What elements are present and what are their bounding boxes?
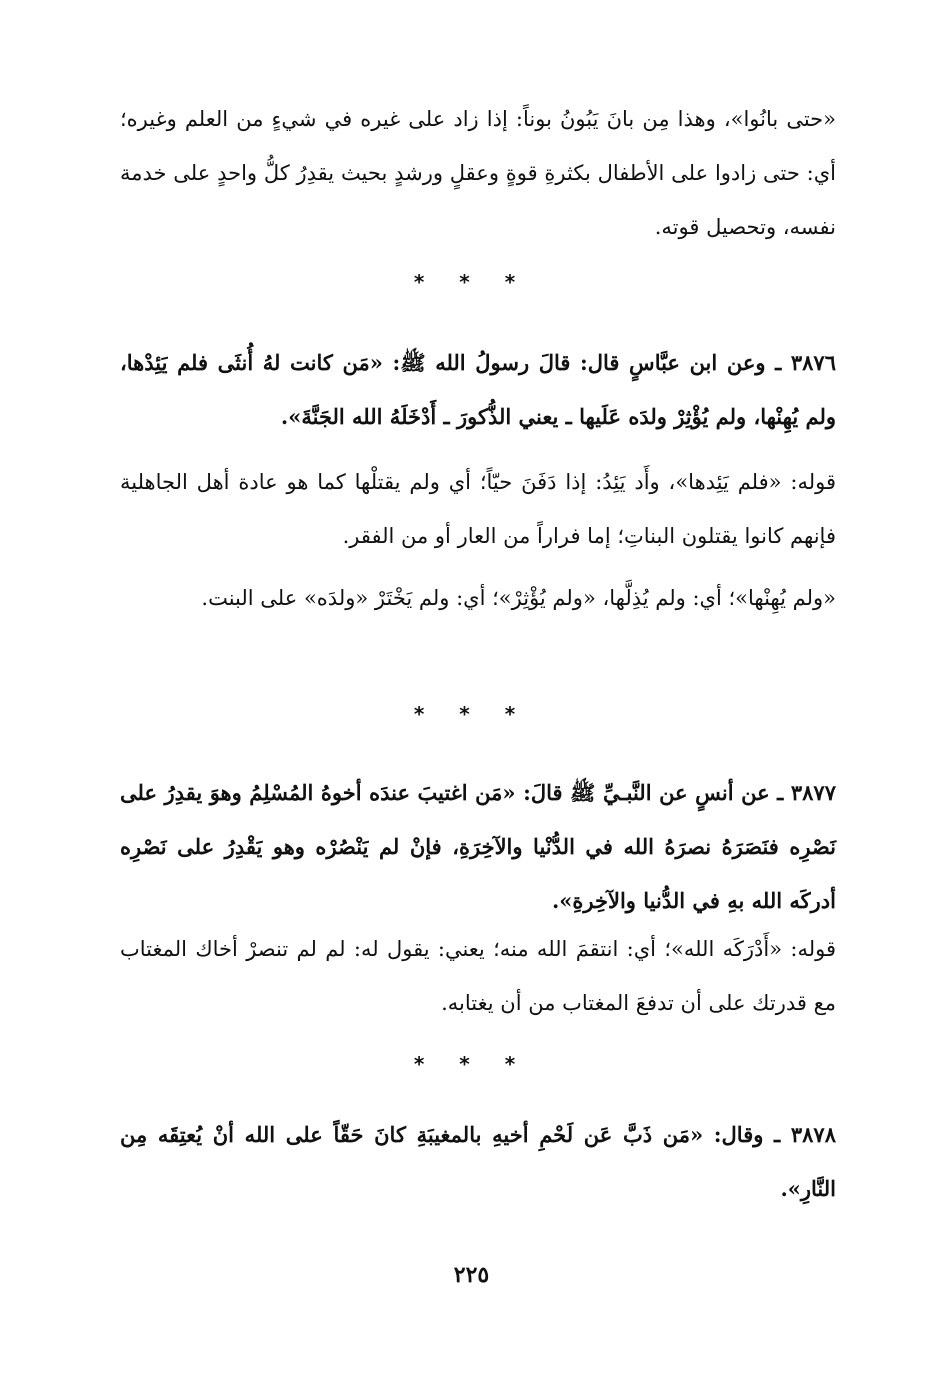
page-number: ٢٢٥ <box>453 1262 490 1288</box>
hadith-3877: ٣٨٧٧ ـ عن أنسٍ عن النَّبـيِّ ﷺ قالَ: «مَن اغتيبَ عندَه أخوهُ المُسْلِمُ وهوَ يقدِرُ على نَصْرِه فنَصَرَهُ نصرَهُ الله في الدُّنْيا والآخِرَةِ، فإنْ لم يَنْصُرْه وهو يَقْدِرُ على نَصْرِه أدركَه الله بهِ في الدُّنيا والآخِرةِ». <box>120 780 836 913</box>
section-separator-1: * * * <box>413 270 530 294</box>
commentary-paragraph-1: «حتى بانُوا»، وهذا مِن بانَ يَبُونُ بوناً: إذا زاد على غيره في شيءٍ من العلم وغيره؛ أي: حتى زادوا على الأطفال بكثرةِ قوةٍ وعقلٍ ورشدٍ بحيث يقدِرُ كلُّ واحدٍ على خدمة نفسه، وتحصيل قوته. <box>120 107 836 239</box>
commentary-paragraph-3: «ولم يُهِنْها»؛ أي: ولم يُذِلَّها، «ولم يُؤْثِرْ»؛ أي: ولم يَخْتَرْ «ولدَه» على البنت. <box>201 586 836 610</box>
commentary-paragraph-2: قوله: «فلم يَئِدها»، وأَد يَئِدُ: إذا دَفَنَ حيّاً؛ أي ولم يقتلْها كما هو عادة أهل الجاهلية فإنهم كانوا يقتلون البناتِ؛ إما فراراً من العار أو من الفقر. <box>120 470 836 548</box>
hadith-3878: ٣٨٧٨ ـ وقال: «مَن ذَبَّ عَن لَحْمِ أخيهِ بالمغيبَةِ كانَ حَقّاً على الله أنْ يُعتِقَه مِن النَّارِ». <box>120 1122 836 1201</box>
commentary-paragraph-4: قوله: «أَدْرَكَه الله»؛ أي: انتقمَ الله منه؛ يعني: يقول له: لم لم تنصرْ أخاك المغتاب مع قدرتك على أن تدفعَ المغتاب من أن يغتابه. <box>120 937 836 1015</box>
section-separator-3: * * * <box>413 1052 530 1076</box>
section-separator-2: * * * <box>413 702 530 726</box>
hadith-3876: ٣٨٧٦ ـ وعن ابن عبَّاسٍ قال: قالَ رسولُ الله ﷺ: «مَن كانت لهُ أُنثَى فلم يَئِدْها، ولم يُهِنْها، ولم يُؤْثِرْ ولدَه عَلَيها ـ يعني الذُّكورَ ـ أَدْخَلَهُ الله الجَنَّةَ». <box>120 350 836 429</box>
